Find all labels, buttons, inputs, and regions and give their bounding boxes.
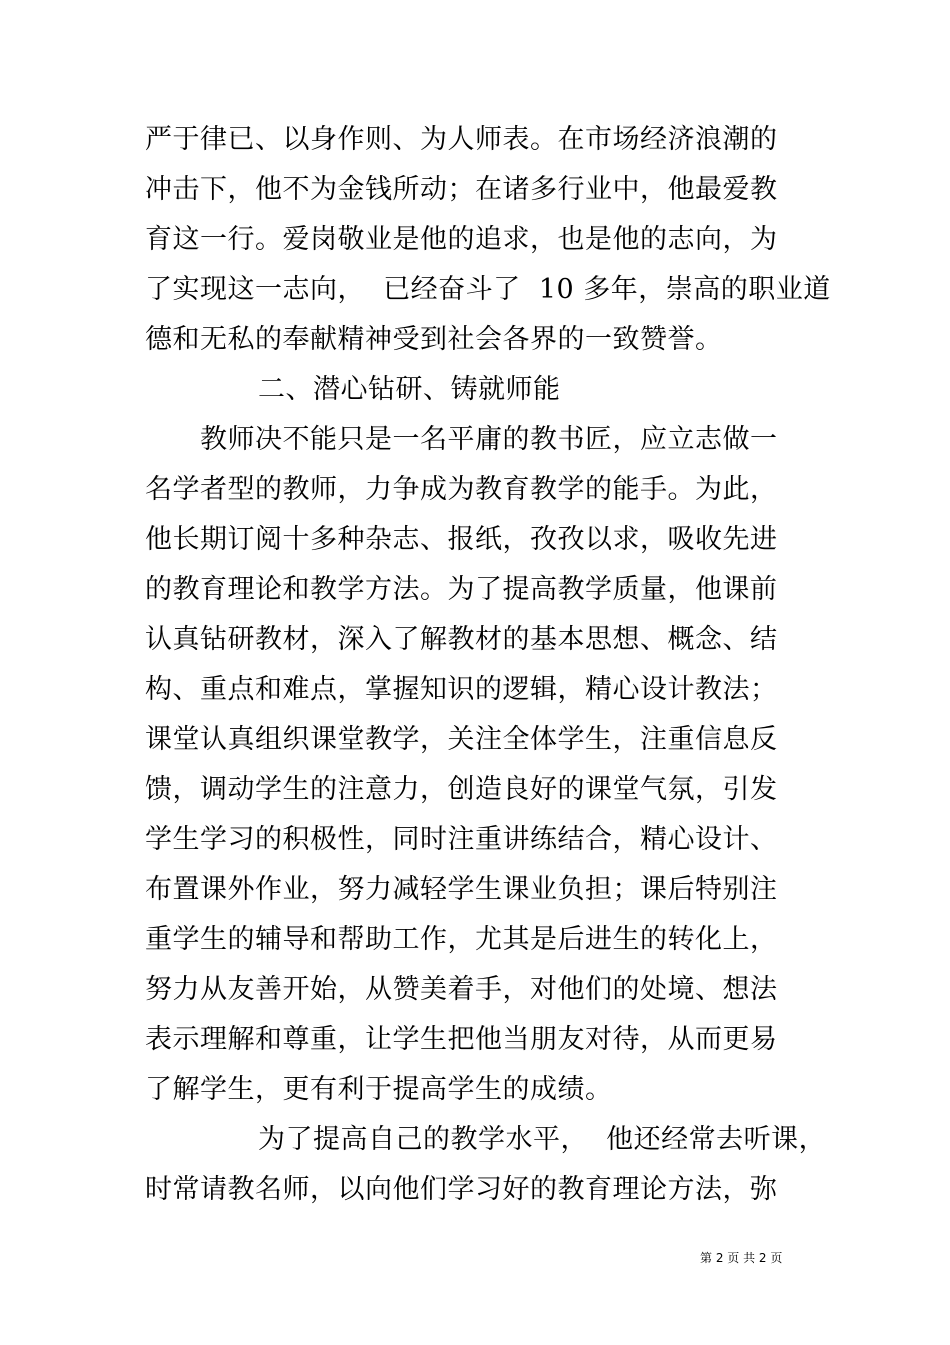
text-line: 了解学生，更有利于提高学生的成绩。 [145,1074,613,1105]
page-number-footer: 第 2 页 共 2 页 [700,1251,783,1265]
text-line: 重学生的辅导和帮助工作，尤其是后进生的转化上， [145,924,778,955]
text-line: 布置课外作业，努力减轻学生课业负担；课后特别注 [145,874,778,905]
text-line: 学生学习的积极性，同时注重讲练结合，精心设计、 [145,824,778,855]
text-line: 冲击下，他不为金钱所动；在诸多行业中，他最爱教 [145,174,778,205]
text-line: 认真钻研教材，深入了解教材的基本思想、概念、结 [145,624,778,655]
paragraph-first-line: 为了提高自己的教学水平， 他还经常去听课， [258,1124,827,1155]
section-heading: 二、潜心钻研、铸就师能 [258,374,561,405]
text-line: 他长期订阅十多种杂志、报纸，孜孜以求，吸收先进 [145,524,778,555]
text-line: 了实现这一志向， 已经奋斗了 10 多年，崇高的职业道 [145,274,831,305]
text-line: 努力从友善开始，从赞美着手，对他们的处境、想法 [145,974,778,1005]
text-line: 课堂认真组织课堂教学，关注全体学生，注重信息反 [145,724,778,755]
text-line: 名学者型的教师，力争成为教育教学的能手。为此， [145,474,778,505]
text-line: 构、重点和难点，掌握知识的逻辑，精心设计教法； [145,674,778,705]
text-line: 的教育理论和教学方法。为了提高教学质量，他课前 [145,574,778,605]
text-line: 育这一行。爱岗敬业是他的追求，也是他的志向，为 [145,224,778,255]
text-line: 馈，调动学生的注意力，创造良好的课堂气氛，引发 [145,774,778,805]
text-line: 严于律已、以身作则、为人师表。在市场经济浪潮的 [145,124,778,155]
text-line: 表示理解和尊重，让学生把他当朋友对待，从而更易 [145,1024,778,1055]
paragraph-first-line: 教师决不能只是一名平庸的教书匠，应立志做一 [200,424,778,455]
text-line: 时常请教名师，以向他们学习好的教育理论方法，弥 [145,1174,778,1205]
text-line: 德和无私的奉献精神受到社会各界的一致赞誉。 [145,324,723,355]
